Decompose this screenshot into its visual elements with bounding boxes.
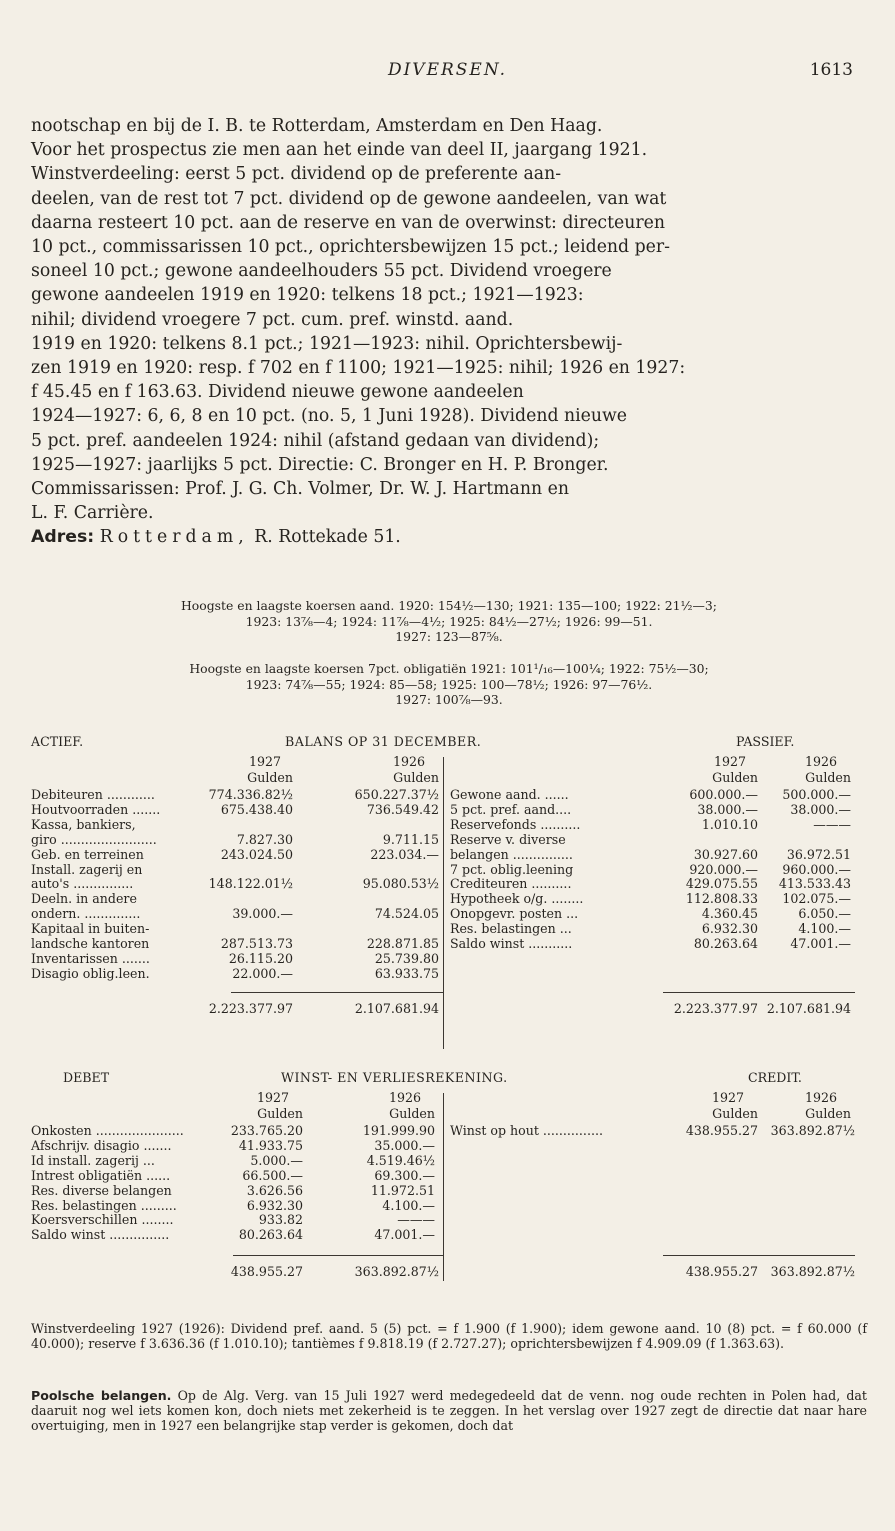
column-divider (443, 757, 444, 1049)
passief-value-1926: ——— (813, 816, 851, 832)
address-street: R. Rottekade 51. (254, 527, 401, 548)
quote-line: 1927: 123—87⅝. (395, 629, 503, 644)
debet-value-1927: 3.626.56 (246, 1182, 303, 1198)
unit-gulden: Gulden (712, 1106, 758, 1121)
body-line: daarna resteert 10 pct. aan de reserve en van de overwinst: directeuren (31, 212, 666, 233)
actief-value-1927: 675.438.40 (220, 801, 293, 817)
unit-gulden: Gulden (247, 770, 293, 785)
passief-value-1927: 112.808.33 (685, 891, 758, 907)
total-rule (233, 1255, 443, 1256)
passief-value-1926: 36.972.51 (786, 846, 851, 862)
debet-value-1926: 69.300.— (374, 1167, 435, 1183)
passief-value-1927: 429.075.55 (685, 876, 758, 892)
debet-value-1926: 4.519.46½ (366, 1152, 435, 1168)
actief-value-1926: 736.549.42 (366, 801, 439, 817)
debet-value-1927: 41.933.75 (238, 1137, 303, 1153)
debet-item-label: Res. belastingen ......... (31, 1197, 177, 1213)
total-rule (663, 992, 855, 993)
actief-item-label: auto's ............... (31, 876, 134, 892)
debet-value-1926: 47.001.— (374, 1227, 435, 1243)
credit-total-1926: 363.892.87½ (770, 1264, 855, 1280)
actief-item-label: landsche kantoren (31, 936, 150, 951)
passief-item-label: Reservefonds .......... (450, 816, 581, 832)
credit-heading: CREDIT. (748, 1070, 802, 1085)
year-1926: 1926 (388, 1090, 421, 1105)
actief-value-1927: 287.513.73 (220, 936, 293, 951)
body-line: 5 pct. pref. aandeelen 1924: nihil (afstand gedaan van dividend); (31, 430, 600, 451)
passief-heading: PASSIEF. (736, 734, 795, 749)
actief-value-1927: 26.115.20 (228, 950, 293, 966)
actief-value-1926: 228.871.85 (366, 936, 439, 951)
passief-item-label: Hypotheek o/g. ........ (450, 891, 584, 907)
passief-value-1926: 47.001.— (790, 936, 851, 951)
debet-heading: DEBET (63, 1070, 110, 1085)
passief-value-1926: 500.000.— (782, 787, 851, 802)
actief-item-label: Kassa, bankiers, (31, 816, 136, 832)
passief-total-1927: 2.223.377.97 (673, 1000, 758, 1016)
debet-item-label: Onkosten ...................... (31, 1123, 184, 1138)
year-1926: 1926 (804, 1090, 837, 1105)
actief-item-label: Kapitaal in buiten- (31, 921, 150, 937)
actief-value-1926: 63.933.75 (374, 965, 439, 981)
actief-value-1926: 95.080.53½ (362, 876, 439, 892)
passief-item-label: Reserve v. diverse (450, 831, 566, 847)
polish-interests-paragraph (31, 1388, 867, 1434)
debet-value-1926: 35.000.— (374, 1137, 435, 1153)
unit-gulden: Gulden (805, 770, 851, 785)
passief-value-1927: 6.932.30 (701, 921, 758, 937)
year-1926: 1926 (392, 754, 425, 769)
actief-value-1927: 243.024.50 (220, 846, 293, 862)
actief-item-label: Houtvoorraden ....... (31, 801, 161, 817)
actief-value-1926: 650.227.37½ (354, 787, 439, 802)
actief-value-1926: 74.524.05 (374, 906, 439, 922)
actief-item-label: Disagio oblig.leen. (31, 965, 150, 981)
debet-item-label: Afschrijv. disagio ....... (31, 1137, 172, 1153)
body-line: f 45.45 en f 163.63. Dividend nieuwe gewone aandeelen (31, 382, 524, 403)
debet-value-1926: 4.100.— (382, 1197, 435, 1213)
actief-value-1927: 774.336.82½ (208, 787, 293, 802)
actief-item-label: Install. zagerij en (31, 861, 143, 877)
actief-item-label: Deeln. in andere (31, 891, 137, 907)
passief-item-label: Crediteuren .......... (450, 876, 572, 892)
quote-line: 1923: 13⅞—4; 1924: 11⅞—4½; 1925: 84½—27½; 1926: 99—51. (245, 613, 653, 629)
actief-heading: ACTIEF. (31, 734, 84, 749)
running-title: DIVERSEN. (387, 60, 508, 80)
actief-value-1927: 7.827.30 (236, 831, 293, 847)
body-line: 1924—1927: 6, 6, 8 en 10 pct. (no. 5, 1 Juni 1928). Dividend nieuwe (31, 406, 628, 427)
actief-item-label: ondern. .............. (31, 906, 141, 922)
year-1927: 1927 (248, 754, 281, 769)
passief-item-label: Onopgevr. posten ... (450, 906, 579, 922)
balance-sheet (31, 735, 867, 1055)
year-1927: 1927 (713, 754, 746, 769)
debet-item-label: Res. diverse belangen (31, 1182, 172, 1198)
body-line: 10 pct., commissarissen 10 pct., oprichtersbewijzen 15 pct.; leidend per- (31, 237, 671, 258)
unit-gulden: Gulden (257, 1106, 303, 1121)
unit-gulden: Gulden (805, 1106, 851, 1121)
year-1927: 1927 (256, 1090, 289, 1105)
debet-value-1927: 66.500.— (242, 1167, 303, 1183)
passief-value-1926: 38.000.— (790, 801, 851, 817)
passief-value-1927: 920.000.— (689, 861, 758, 877)
debet-value-1926: 11.972.51 (370, 1182, 435, 1198)
passief-value-1926: 413.533.43 (778, 876, 851, 892)
actief-value-1926: 223.034.— (370, 846, 439, 862)
balance-heading: BALANS OP 31 DECEMBER. (285, 734, 482, 749)
actief-value-1927: 148.122.01½ (208, 876, 293, 892)
profit-loss-account (31, 1071, 867, 1307)
page-header (0, 60, 895, 84)
passief-value-1927: 80.263.64 (693, 936, 758, 951)
address-label: Adres: (31, 527, 95, 548)
body-line: Voor het prospectus zie men aan het einde van deel II, jaargang 1921. (31, 140, 648, 161)
passief-value-1927: 1.010.10 (701, 816, 758, 832)
year-1926: 1926 (804, 754, 837, 769)
column-divider (443, 1093, 444, 1281)
passief-value-1926: 960.000.— (782, 861, 851, 877)
debet-value-1927: 80.263.64 (238, 1227, 303, 1243)
passief-item-label: 5 pct. pref. aand.... (450, 801, 572, 817)
passief-item-label: Gewone aand. ...... (450, 787, 569, 802)
passief-value-1927: 4.360.45 (701, 906, 758, 922)
body-line: gewone aandeelen 1919 en 1920: telkens 18 pct.; 1921—1923: (31, 285, 584, 306)
unit-gulden: Gulden (389, 1106, 435, 1121)
profit-distribution (31, 1321, 867, 1351)
actief-value-1927: 39.000.— (232, 906, 293, 922)
credit-value-1926: 363.892.87½ (770, 1123, 855, 1138)
actief-total-1927: 2.223.377.97 (208, 1000, 293, 1016)
quote-line: Hoogste en laagste koersen 7pct. obligatiën 1921: 101¹/₁₆—100¼; 1922: 75½—30; (189, 661, 709, 676)
debet-value-1927: 5.000.— (250, 1152, 303, 1168)
pl-heading: WINST- EN VERLIESREKENING. (281, 1070, 508, 1085)
actief-total-1926: 2.107.681.94 (354, 1000, 439, 1016)
debet-item-label: Koersverschillen ........ (31, 1212, 174, 1228)
actief-item-label: Inventarissen ....... (31, 950, 150, 966)
credit-value-1927: 438.955.27 (685, 1123, 758, 1138)
unit-gulden: Gulden (712, 770, 758, 785)
body-line: 1925—1927: jaarlijks 5 pct. Directie: C. Bronger en H. P. Bronger. (31, 454, 609, 475)
actief-value-1927: 22.000.— (232, 965, 293, 981)
quote-line: Hoogste en laagste koersen aand. 1920: 154½—130; 1921: 135—100; 1922: 21½—3; (181, 598, 717, 613)
credit-total-1927: 438.955.27 (685, 1264, 758, 1280)
passief-item-label: Res. belastingen ... (450, 921, 572, 937)
actief-item-label: giro ........................ (31, 831, 157, 847)
passief-value-1927: 600.000.— (689, 787, 758, 802)
polish-interests-text: Op de Alg. Verg. van 15 Juli 1927 werd medegedeeld dat de venn. nog oude rechten in Polen had, dat daaruit nog wel iets komen kon, doch niets met zekerheid is te zeggen. In het verslag over 1927 zegt de directie dat naar hare overtuiging, men in 1927 een belangrijke stap verder is gekomen, doch dat (31, 1388, 867, 1434)
body-line: Commissarissen: Prof. J. G. Ch. Volmer, Dr. W. J. Hartmann en (31, 479, 569, 500)
year-1927: 1927 (711, 1090, 744, 1105)
debet-value-1927: 6.932.30 (246, 1197, 303, 1213)
body-line: Winstverdeeling: eerst 5 pct. dividend op de preferente aan- (31, 164, 562, 185)
passief-value-1926: 4.100.— (798, 921, 851, 937)
body-line: soneel 10 pct.; gewone aandeelhouders 55 pct. Dividend vroegere (31, 261, 612, 282)
unit-gulden: Gulden (393, 770, 439, 785)
body-line: nootschap en bij de I. B. te Rotterdam, Amsterdam en Den Haag. (31, 116, 603, 136)
page-number: 1613 (809, 60, 853, 80)
quote-line: 1927: 100⅞—93. (395, 692, 503, 707)
passief-value-1927: 30.927.60 (693, 846, 758, 862)
company-description (31, 114, 867, 550)
actief-value-1926: 25.739.80 (374, 950, 439, 966)
passief-value-1926: 102.075.— (782, 891, 851, 907)
debet-total-1926: 363.892.87½ (354, 1264, 439, 1280)
debet-value-1927: 233.765.20 (230, 1123, 303, 1138)
polish-interests-label: Poolsche belangen. (31, 1388, 172, 1403)
passief-total-1926: 2.107.681.94 (766, 1000, 851, 1016)
debet-item-label: Saldo winst ............... (31, 1227, 170, 1243)
bond-quotes (31, 661, 867, 708)
profit-distribution-text: Winstverdeeling 1927 (1926): Dividend pref. aand. 5 (5) pct. = f 1.900 (f 1.900); idem gewone aand. 10 (8) pct. = f 60.000 (f 40.000); reserve f 3.636.36 (f 1.010.10); tantièmes f 9.818.19 (f 2.727.27); oprichtersbewijzen f 4.909.09 (f 1.363.63). (31, 1321, 867, 1352)
passief-item-label: belangen ............... (450, 846, 573, 862)
debet-value-1926: 191.999.90 (362, 1123, 435, 1138)
body-line: zen 1919 en 1920: resp. f 702 en f 1100; 1921—1925: nihil; 1926 en 1927: (31, 358, 686, 379)
debet-value-1927: 933.82 (258, 1212, 303, 1228)
share-quotes (31, 598, 867, 645)
quote-line: 1923: 74⅞—55; 1924: 85—58; 1925: 100—78½; 1926: 97—76½. (245, 676, 653, 692)
passief-value-1927: 38.000.— (697, 801, 758, 817)
body-line: L. F. Carrière. (31, 503, 154, 524)
passief-value-1926: 6.050.— (798, 906, 851, 922)
debet-item-label: Id install. zagerij ... (31, 1152, 155, 1168)
address-line (31, 525, 867, 549)
passief-item-label: 7 pct. oblig.leening (450, 861, 574, 877)
total-rule (231, 992, 443, 993)
actief-item-label: Debiteuren ............ (31, 787, 155, 802)
debet-total-1927: 438.955.27 (230, 1264, 303, 1280)
body-line: 1919 en 1920: telkens 8.1 pct.; 1921—1923: nihil. Oprichtersbewij- (31, 333, 623, 354)
body-line: nihil; dividend vroegere 7 pct. cum. pref. winstd. aand. (31, 309, 514, 330)
actief-value-1926: 9.711.15 (382, 831, 439, 847)
debet-item-label: Intrest obligatiën ...... (31, 1167, 171, 1183)
debet-value-1926: ——— (397, 1212, 435, 1228)
polish-interests (31, 1388, 867, 1434)
actief-item-label: Geb. en terreinen (31, 846, 144, 862)
total-rule (663, 1255, 855, 1256)
passief-item-label: Saldo winst ........... (450, 936, 573, 951)
address-city: Rotterdam, (99, 527, 249, 548)
body-line: deelen, van de rest tot 7 pct. dividend op de gewone aandeelen, van wat (31, 188, 667, 209)
credit-item-label: Winst op hout ............... (450, 1123, 603, 1138)
